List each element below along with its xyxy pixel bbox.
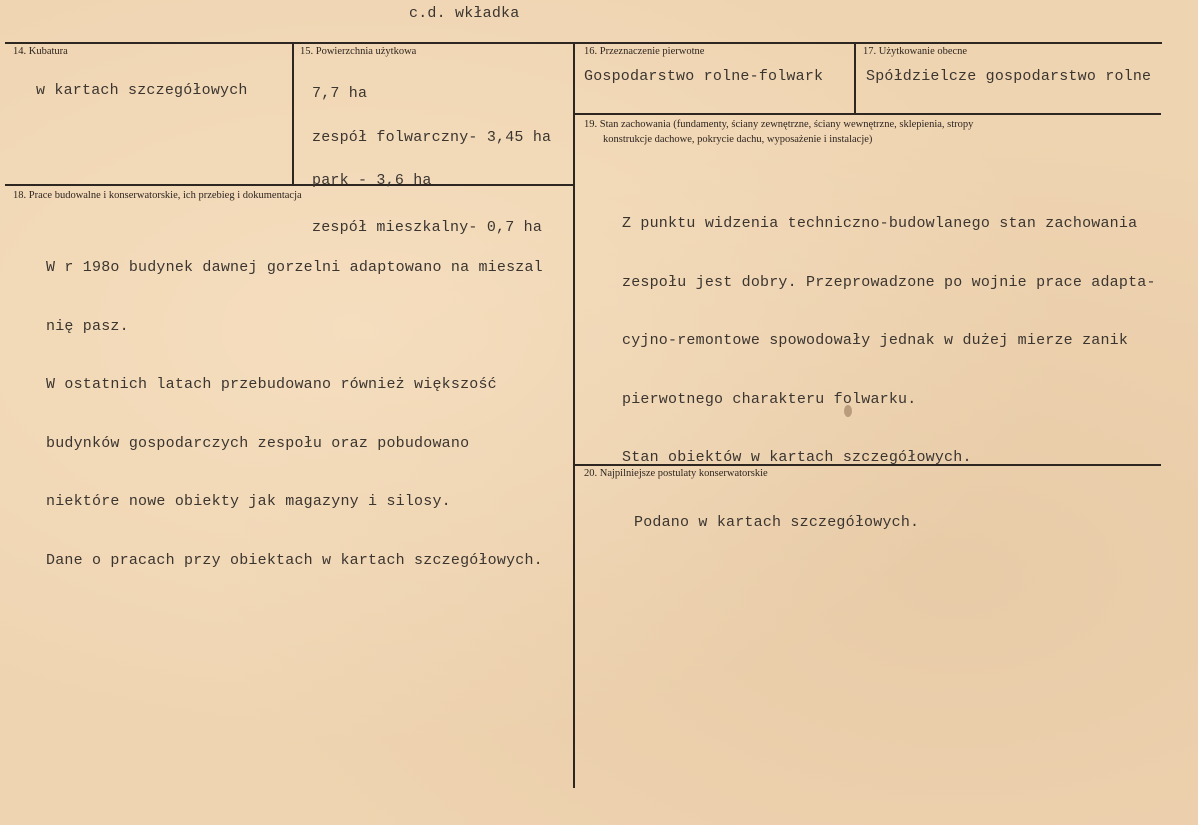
divider-16-17 — [854, 43, 856, 113]
field-18-line: niektóre nowe obiekty jak magazyny i silosy. — [46, 493, 451, 510]
field-18-line: nię pasz. — [46, 317, 129, 335]
field-14-value: w kartach szczegółowych — [36, 82, 248, 99]
field-19-line: zespołu jest dobry. Przeprowadzone po wojnie prace adapta- — [622, 273, 1156, 291]
field-18-line: W r 198o budynek dawnej gorzelni adaptowano na mieszal — [46, 259, 543, 276]
field-16-value: Gospodarstwo rolne-folwark — [584, 68, 824, 85]
continuation-header: c.d. wkładka — [409, 5, 520, 22]
field-15-label: 15. Powierzchnia użytkowa — [300, 46, 417, 57]
field-18-label: 18. Prace budowalne i konserwatorskie, ich przebieg i dokumentacja — [13, 190, 302, 201]
paper-stain — [844, 405, 852, 417]
field-15-line: park - 3,6 ha — [312, 172, 432, 189]
field-19-line: pierwotnego charakteru folwarku. — [622, 390, 917, 408]
field-15-line: zespół mieszkalny- 0,7 ha — [312, 218, 543, 236]
field-19-line: cyjno-remontowe spowodowały jednak w dużej mierze zanik — [622, 332, 1129, 349]
field-19-label-line-1: 19. Stan zachowania (fundamenty, ściany zewnętrzne, ściany wewnętrzne, sklepienia, stropy — [584, 119, 974, 130]
center-divider — [573, 43, 575, 788]
field-18-line: Dane o pracach przy obiektach w kartach szczegółowych. — [46, 551, 543, 569]
field-15-line: 7,7 ha — [312, 85, 368, 102]
field-20-label: 20. Najpilniejsze postulaty konserwatorskie — [584, 468, 768, 479]
field-18-line: budynków gospodarczych zespołu oraz pobudowano — [46, 434, 470, 452]
field-17-label: 17. Użytkowanie obecne — [863, 46, 968, 57]
divider-14-15 — [292, 43, 294, 184]
field-19-lines — [622, 178, 1156, 505]
field-19-line: Stan obiektów w kartach szczegółowych. — [622, 449, 972, 466]
field-19-label-line-2: konstrukcje dachowe, pokrycie dachu, wyposażenie i instalacje) — [603, 134, 873, 145]
field-18-line: W ostatnich latach przebudowano również większość — [46, 376, 497, 393]
field-17-value: Spółdzielcze gospodarstwo rolne — [866, 68, 1152, 85]
field-14-label: 14. Kubatura — [13, 46, 68, 57]
field-18-lines — [46, 222, 543, 607]
field-20-value: Podano w kartach szczegółowych. — [634, 514, 920, 531]
field-15-line: zespół folwarczny- 3,45 ha — [312, 128, 552, 146]
field-19-line: Z punktu widzenia techniczno-budowlanego stan zachowania — [622, 215, 1138, 232]
top-rule — [5, 42, 1162, 44]
row-divider-right-19 — [575, 113, 1161, 115]
field-16-label: 16. Przeznaczenie pierwotne — [584, 46, 705, 57]
